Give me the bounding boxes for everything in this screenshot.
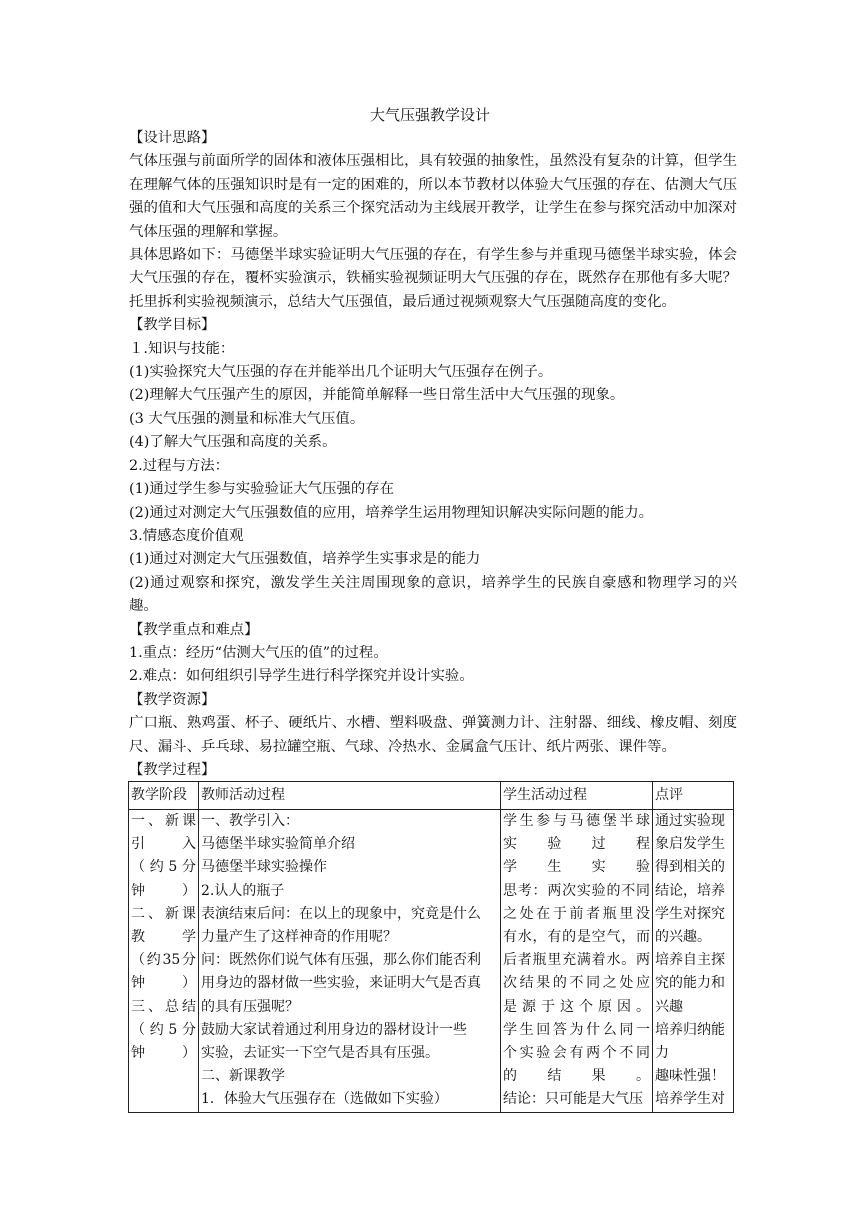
stage-line: （约5分 <box>131 1021 196 1038</box>
teacher-activity-line: 2.认人的瓶子 <box>201 882 285 899</box>
header-stage: 教学阶段 <box>129 782 199 810</box>
goal-process-heading: 2.过程与方法： <box>129 457 230 474</box>
goal-item: (2)理解大气压强产生的原因，并能简单解释一些日常生活中大气压强的现象。 <box>129 387 625 404</box>
teacher-activity-line: 二、新课教学 <box>201 1068 285 1085</box>
teacher-activity-line: 1．体验大气压强存在（选做如下实验） <box>201 1091 448 1108</box>
teacher-activity-line: 马德堡半球实验简单介绍 <box>201 836 355 853</box>
section-heading-goals: 【教学目标】 <box>129 317 216 334</box>
teacher-activity-line: 力量产生了这样神奇的作用呢？ <box>201 929 397 946</box>
goal-item: (4)了解大气压强和高度的关系。 <box>129 434 337 451</box>
student-activity-line: 有水，有的是空气，而 <box>503 929 650 946</box>
stage-line: 引入 <box>131 836 196 853</box>
student-activity-line: 结论：只可能是大气压 <box>503 1091 643 1108</box>
student-activity-line: 学生实验 <box>503 859 650 876</box>
student-activity-cell <box>501 810 653 1113</box>
paragraph-design-1: 气体压强与前面所学的固体和液体压强相比，具有较强的抽象性，虽然没有复杂的计算，但学生在理解气体的压强知识时是有一定的困难的，所以本节教材以体验大气压强的存在、估测大气压强的值和大气压强和高度的关系三个探究活动为主线展开教学，让学生在参与探究活动中加深对气体压强的理解和掌握。 <box>129 153 737 240</box>
document-title: 大气压强教学设计 <box>369 106 490 124</box>
header-student: 学生活动过程 <box>501 782 653 810</box>
stage-line: 一、新课 <box>131 813 196 829</box>
comment-line: 趣味性强！ <box>655 1068 725 1085</box>
goal-knowledge-heading: １.知识与技能： <box>129 340 235 357</box>
section-heading-process: 【教学过程】 <box>129 761 216 778</box>
stage-line: 钟） <box>131 882 196 899</box>
goal-item: (2)通过对测定大气压强数值的应用，培养学生运用物理知识解决实际问题的能力。 <box>129 504 654 521</box>
goal-item: (3 大气压强的测量和标准大气压值。 <box>129 410 365 427</box>
stage-line: 教学 <box>131 929 196 946</box>
resources-list: 广口瓶、熟鸡蛋、杯子、硬纸片、水槽、塑料吸盘、弹簧测力计、注射器、细线、橡皮帽、刻度尺、漏斗、乒乓球、易拉罐空瓶、气球、冷热水、金属盒气压计、纸片两张、课件等。 <box>129 715 737 755</box>
comment-line: 通过实验现 <box>655 813 725 829</box>
section-heading-design: 【设计思路】 <box>129 130 216 146</box>
header-comment: 点评 <box>653 782 734 810</box>
student-activity-line: 学生回答为什么同一 <box>503 1021 650 1038</box>
teacher-activity-line: 用身边的器材做一些实验，来证明大气是否真 <box>201 975 481 992</box>
comment-line: 培养自主探 <box>655 952 725 969</box>
goal-item: (1)通过学生参与实验验证大气压强的存在 <box>129 481 395 498</box>
student-activity-line: 个实验会有两个不同 <box>503 1045 650 1062</box>
stage-line: （约35分 <box>131 952 196 969</box>
table-header-row <box>129 782 734 810</box>
table-row <box>129 810 734 1113</box>
goal-item: (1)通过对测定大气压强数值，培养学生实事求是的能力 <box>129 551 481 568</box>
student-activity-line: 次结果的不同之处应 <box>503 975 650 992</box>
teaching-process-table <box>128 781 734 1113</box>
difficulty-item: 2.难点：如何组织引导学生进行科学探究并设计实验。 <box>129 668 474 685</box>
comment-line: 培养学生对 <box>655 1091 725 1108</box>
stage-line: 二、新课 <box>131 905 196 922</box>
stage-line: 钟） <box>131 975 196 992</box>
stage-line: （约5分 <box>131 859 196 876</box>
paragraph-design-2: 具体思路如下：马德堡半球实验证明大气压强的存在，有学生参与并重现马德堡半球实验，体会大气压强的存在，覆杯实验演示，铁桶实验视频证明大气压强的存在，既然存在那他有多大呢？托里拆利实验视频演示，总结大气压强值，最后通过视频观察大气压强随高度的变化。 <box>129 247 737 310</box>
comment-line: 象启发学生 <box>655 836 725 853</box>
student-activity-line: 是源于这个原因。 <box>503 998 650 1015</box>
stage-line: 钟） <box>131 1045 196 1062</box>
teacher-activity-line: 马德堡半球实验操作 <box>201 859 327 876</box>
teacher-activity-cell <box>199 810 501 1113</box>
comment-line: 得到相关的 <box>655 859 725 876</box>
teacher-activity-line: 鼓励大家试着通过利用身边的器材设计一些 <box>201 1021 467 1038</box>
student-activity-line: 的结果。 <box>503 1068 650 1085</box>
goal-item: (2)通过观察和探究，激发学生关注周围现象的意识，培养学生的民族自豪感和物理学习的兴趣。 <box>129 574 737 615</box>
stage-cell <box>129 810 199 1113</box>
student-activity-line: 后者瓶里充满着水。两 <box>503 952 650 969</box>
section-heading-resources: 【教学资源】 <box>129 691 216 708</box>
student-activity-line: 之处在于前者瓶里没 <box>503 905 650 922</box>
key-point-item: 1.重点：经历“估测大气压的值”的过程。 <box>129 644 388 661</box>
goal-item: (1)实验探究大气压强的存在并能举出几个证明大气压强存在例子。 <box>129 364 553 381</box>
goal-emotion-heading: 3.情感态度价值观 <box>129 527 244 544</box>
comment-cell <box>653 810 734 1113</box>
teacher-activity-line: 表演结束后问：在以上的现象中，究竟是什么 <box>201 905 481 922</box>
teacher-activity-line: 一、教学引入： <box>201 813 299 829</box>
stage-line: 三、总结 <box>131 998 196 1015</box>
teacher-activity-line: 问：既然你们说气体有压强，那么你们能否利 <box>201 952 481 969</box>
comment-line: 培养归纳能 <box>655 1021 725 1038</box>
header-teacher: 教师活动过程 <box>199 782 501 810</box>
comment-line: 学生对探究 <box>655 905 725 922</box>
teacher-activity-line: 的具有压强呢？ <box>201 998 299 1015</box>
student-activity-line: 学生参与马德堡半球 <box>503 813 650 829</box>
teacher-activity-line: 实验，去证实一下空气是否具有压强。 <box>201 1045 439 1062</box>
comment-line: 结论，培养 <box>655 882 725 899</box>
comment-line: 究的能力和 <box>655 975 725 992</box>
section-heading-key-points: 【教学重点和难点】 <box>129 621 259 638</box>
student-activity-line: 思考：两次实验的不同 <box>503 882 650 899</box>
comment-line: 兴趣 <box>655 998 683 1015</box>
student-activity-line: 实验过程 <box>503 836 650 853</box>
document-body <box>129 127 737 782</box>
comment-line: 的兴趣。 <box>655 929 711 946</box>
comment-line: 力 <box>655 1045 669 1062</box>
